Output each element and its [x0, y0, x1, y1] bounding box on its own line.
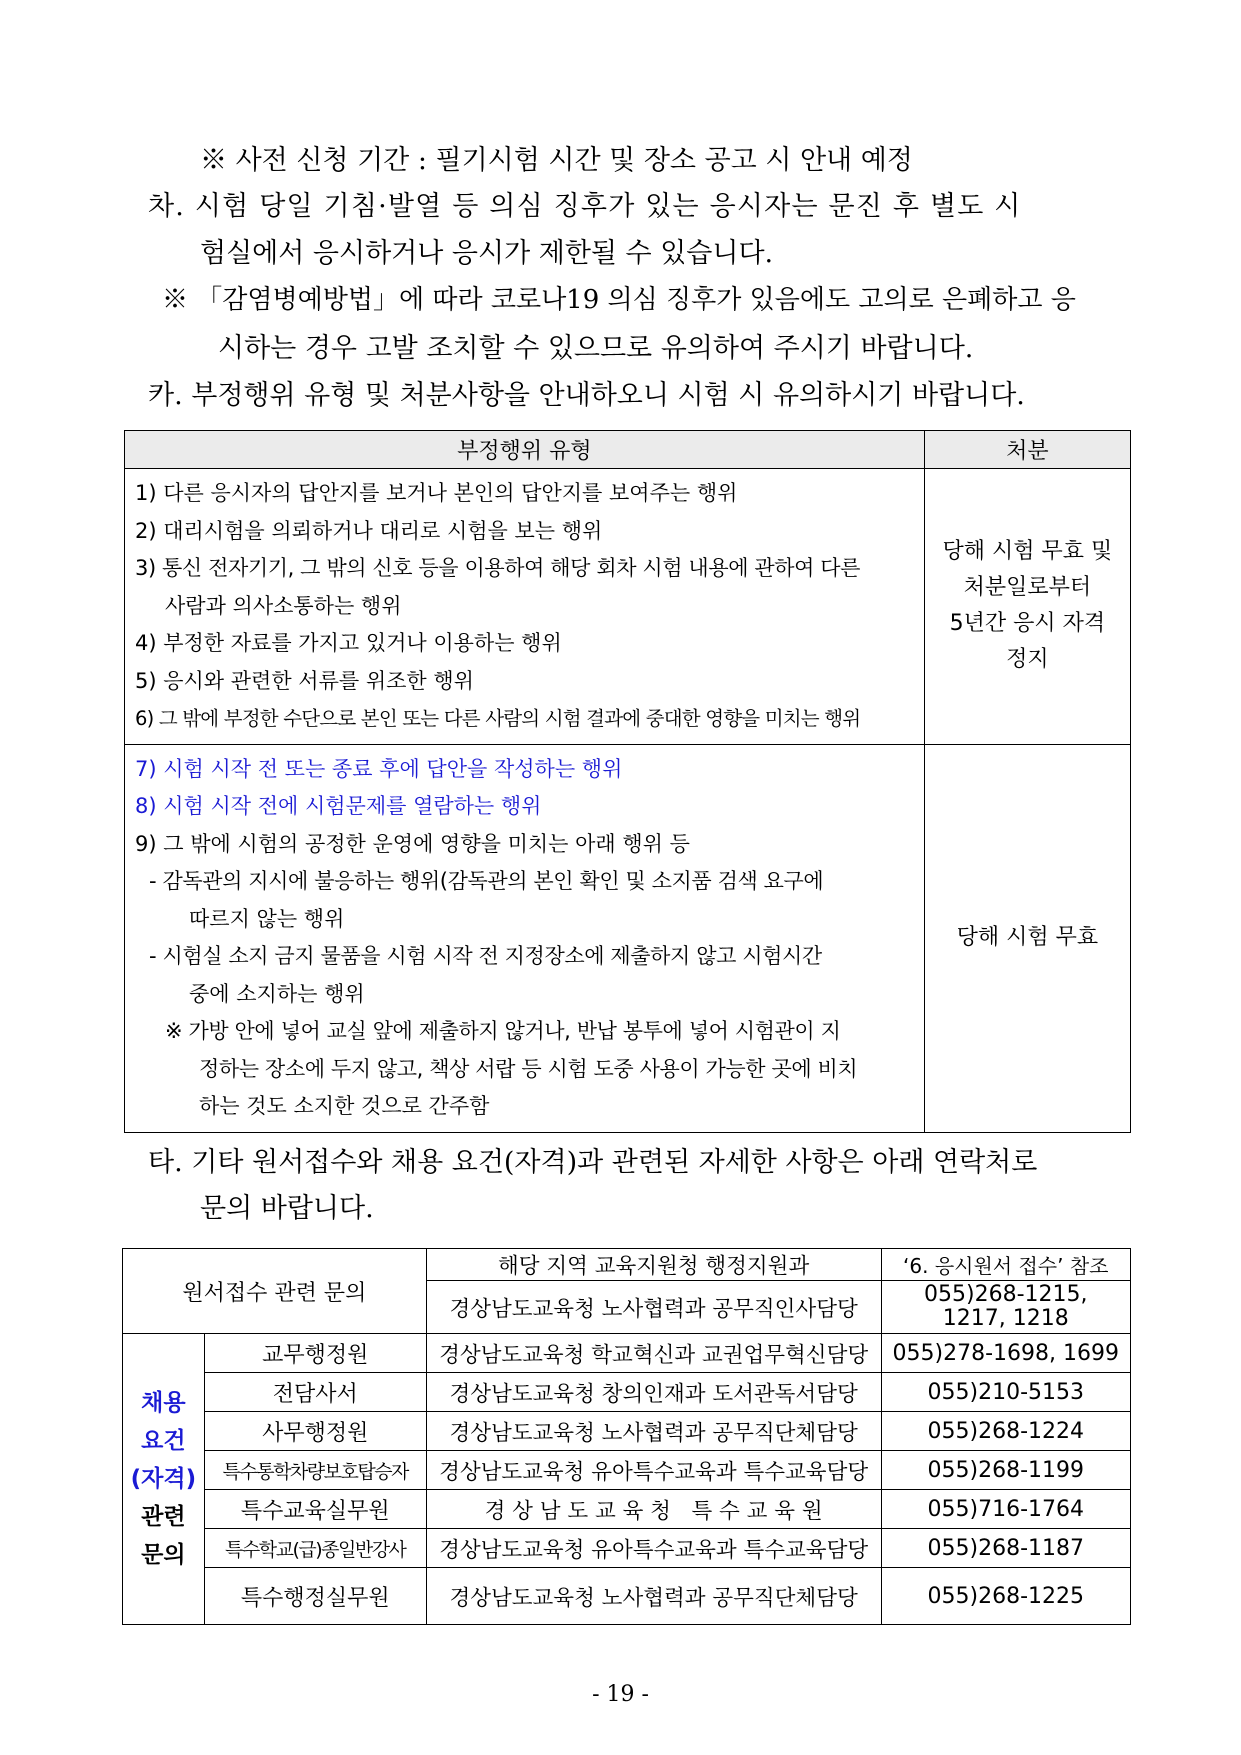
header-penalty: 처분: [924, 431, 1130, 469]
tel-line: 1217, 1218: [942, 1306, 1069, 1331]
contact-table: [122, 1248, 1131, 1625]
job-cell: 특수학교(급)종일반강사: [204, 1529, 426, 1568]
list-item: 따르지 않는 행위: [189, 906, 345, 931]
note-infection-law-line1: ※ 「감염병예방법」에 따라 코로나19 의심 징후가 있음에도 고의로 은폐하고 응: [162, 285, 1076, 315]
dept-cell: 경상남도교육청 학교혁신과 교권업무혁신담당: [426, 1334, 881, 1373]
list-item: ※ 가방 안에 넣어 교실 앞에 제출하지 않거나, 반납 봉투에 넣어 시험관이 지: [165, 1019, 841, 1043]
note-application-period: ※ 사전 신청 기간 : 필기시험 시간 및 장소 공고 시 안내 예정: [200, 145, 913, 176]
penalty-line: 당해 시험 무효 및: [942, 539, 1113, 565]
tel-cell: [881, 1281, 1130, 1334]
side-label-line: 채용: [141, 1390, 186, 1416]
job-cell: 특수행정실무원: [204, 1568, 426, 1625]
tel-cell: 055)268-1187: [881, 1529, 1130, 1568]
list-item: - 감독관의 지시에 불응하는 행위(감독관의 본인 확인 및 소지품 검색 요구에: [149, 869, 824, 893]
tel-cell: 055)268-1225: [881, 1568, 1130, 1625]
list-item: 2) 대리시험을 의뢰하거나 대리로 시험을 보는 행위: [135, 518, 603, 543]
group1-penalty: [924, 469, 1130, 745]
list-item: 8) 시험 시작 전에 시험문제를 열람하는 행위: [135, 794, 542, 818]
tel-cell: ‘6. 응시원서 접수’ 참조: [881, 1249, 1130, 1281]
requirements-inquiry-label: [123, 1334, 205, 1625]
list-item: 4) 부정한 자료를 가지고 있거나 이용하는 행위: [135, 631, 562, 655]
dept-cell: 경상남도교육청 창의인재과 도서관독서담당: [426, 1373, 881, 1412]
dept-cell: 경상남도교육청 노사협력과 공무직단체담당: [426, 1412, 881, 1451]
group2-penalty: 당해 시험 무효: [924, 744, 1130, 1132]
note-infection-law-line2: 시하는 경우 고발 조치할 수 있으므로 유의하여 주시기 바랍니다.: [218, 333, 974, 364]
list-item: 중에 소지하는 행위: [189, 981, 365, 1006]
tel-cell: 055)268-1199: [881, 1451, 1130, 1490]
misconduct-table-header: [125, 431, 1131, 469]
page-number: - 19 -: [592, 1682, 649, 1707]
list-item: 정하는 장소에 두지 않고, 책상 서랍 등 시험 도중 사용이 가능한 곳에 비치: [199, 1056, 858, 1081]
tel-cell: 055)268-1224: [881, 1412, 1130, 1451]
list-item: 하는 것도 소지한 것으로 간주함: [199, 1094, 490, 1118]
list-item: 7) 시험 시작 전 또는 종료 후에 답안을 작성하는 행위: [135, 756, 623, 781]
item-ka: 카. 부정행위 유형 및 처분사항을 안내하오니 시험 시 유의하시기 바랍니다.: [148, 380, 1025, 411]
side-label-line: 요건: [141, 1428, 186, 1454]
list-item: 사람과 의사소통하는 행위: [165, 593, 402, 618]
side-label-line: (자격): [130, 1466, 197, 1492]
item-cha-line1: 차. 시험 당일 기침·발열 등 의심 징후가 있는 응시자는 문진 후 별도 시: [148, 191, 1022, 222]
item-cha-line2: 험실에서 응시하거나 응시가 제한될 수 있습니다.: [200, 238, 774, 269]
dept-cell: 경상남도교육청 노사협력과 공무직인사담당: [426, 1281, 881, 1334]
header-misconduct-type: 부정행위 유형: [125, 431, 925, 469]
side-label-line: 관련: [141, 1504, 186, 1530]
list-item: 3) 통신 전자기기, 그 밖의 신호 등을 이용하여 해당 회차 시험 내용에 관하여 다른: [135, 556, 861, 580]
list-item: - 시험실 소지 금지 물품을 시험 시작 전 지정장소에 제출하지 않고 시험시간: [149, 944, 822, 968]
tel-line: 055)268-1215,: [924, 1282, 1088, 1307]
table-row: [123, 1529, 1131, 1568]
dept-cell: 경 상 남 도 교 육 청 특 수 교 육 원: [426, 1490, 881, 1529]
table-row: [123, 1412, 1131, 1451]
dept-cell: 경상남도교육청 유아특수교육과 특수교육담당: [426, 1529, 881, 1568]
list-item: 1) 다른 응시자의 답안지를 보거나 본인의 답안지를 보여주는 행위: [135, 481, 738, 505]
job-cell: 교무행정원: [204, 1334, 426, 1373]
misconduct-group-1: [125, 469, 1131, 745]
table-row: [123, 1373, 1131, 1412]
list-item: 6) 그 밖에 부정한 수단으로 본인 또는 다른 사람의 시험 결과에 중대한 영향을 미치는 행위: [135, 707, 861, 730]
table-row: [123, 1249, 1131, 1281]
tel-cell: 055)716-1764: [881, 1490, 1130, 1529]
misconduct-table: [124, 430, 1131, 1133]
tel-cell: 055)278-1698, 1699: [881, 1334, 1130, 1373]
penalty-line: 5년간 응시 자격: [949, 611, 1106, 637]
item-ta-line2: 문의 바랍니다.: [200, 1193, 374, 1224]
table-row: [123, 1451, 1131, 1490]
side-label-line: 문의: [141, 1542, 186, 1568]
penalty-line: 처분일로부터: [963, 575, 1092, 601]
penalty-line: 정지: [1006, 647, 1049, 673]
tel-cell: 055)210-5153: [881, 1373, 1130, 1412]
group1-items: [125, 469, 925, 745]
table-row: [123, 1568, 1131, 1625]
list-item: 5) 응시와 관련한 서류를 위조한 행위: [135, 668, 474, 693]
list-item: 9) 그 밖에 시험의 공정한 운영에 영향을 미치는 아래 행위 등: [135, 831, 690, 856]
misconduct-group-2: [125, 744, 1131, 1132]
table-row: [123, 1334, 1131, 1373]
dept-cell: 해당 지역 교육지원청 행정지원과: [426, 1249, 881, 1281]
job-cell: 특수통학차량보호탑승자: [204, 1451, 426, 1490]
group2-items: [125, 744, 925, 1132]
dept-cell: 경상남도교육청 노사협력과 공무직단체담당: [426, 1568, 881, 1625]
job-cell: 사무행정원: [204, 1412, 426, 1451]
application-inquiry-label: 원서접수 관련 문의: [123, 1249, 427, 1334]
job-cell: 특수교육실무원: [204, 1490, 426, 1529]
item-ta-line1: 타. 기타 원서접수와 채용 요건(자격)과 관련된 자세한 사항은 아래 연락처로: [148, 1147, 1038, 1178]
dept-cell: 경상남도교육청 유아특수교육과 특수교육담당: [426, 1451, 881, 1490]
table-row: [123, 1490, 1131, 1529]
job-cell: 전담사서: [204, 1373, 426, 1412]
